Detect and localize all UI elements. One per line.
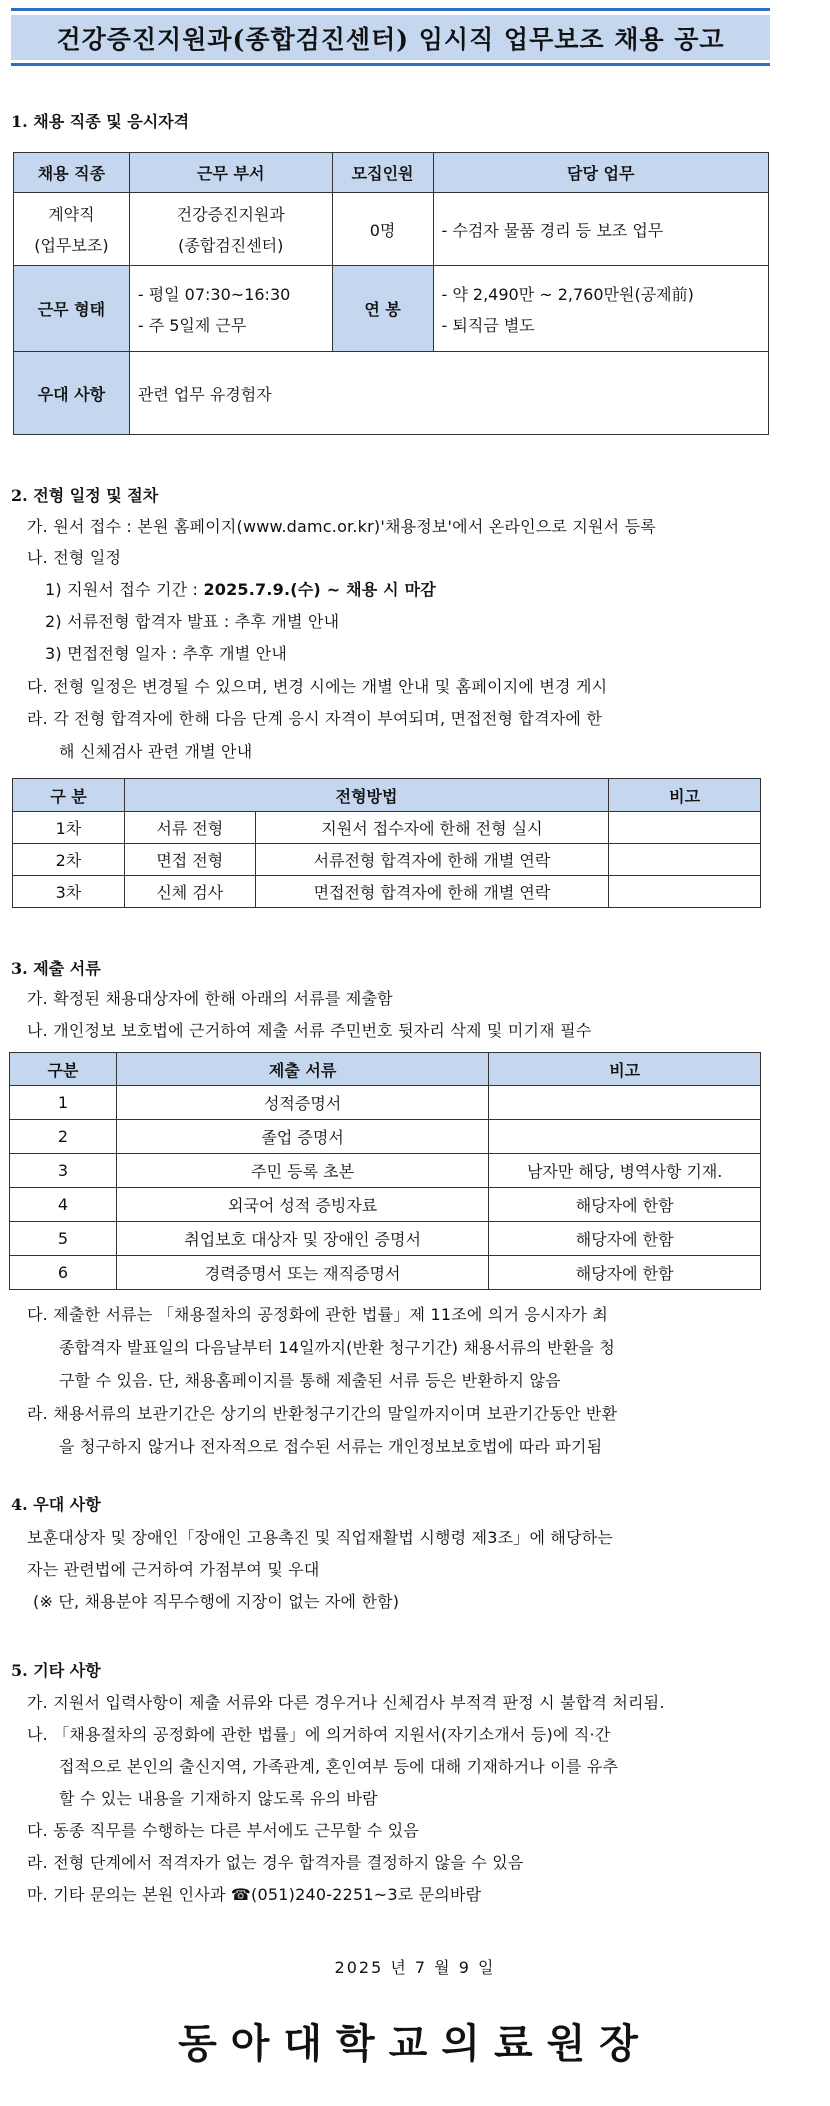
table-row (10, 1086, 761, 1120)
s2-schedule-2: 2) 서류전형 합격자 발표 : 추후 개별 안내 (45, 612, 340, 631)
table-row (10, 1120, 761, 1154)
doc-note-cell (489, 1086, 761, 1120)
s5-item-na-1: 나. 「채용절차의 공정화에 관한 법률」에 의거하여 지원서(자기소개서 등)에 직·간 (27, 1725, 611, 1744)
s4-line-1: 보훈대상자 및 장애인「장애인 고용촉진 및 직업재활법 시행령 제3조」에 해당하는 (27, 1528, 614, 1547)
s2-schedule-3: 3) 면접전형 일자 : 추후 개별 안내 (45, 644, 288, 663)
s5-item-na-3: 할 수 있는 내용을 기재하지 않도록 유의 바람 (59, 1789, 378, 1808)
selection-header-round: 구 분 (13, 779, 125, 812)
section-5-heading: 5. 기타 사항 (11, 1661, 101, 1680)
salary-line2: - 퇴직금 별도 (441, 315, 535, 335)
s2-schedule-1 (45, 577, 436, 600)
job-type-line1: 계약직 (48, 205, 95, 224)
s3-item-ra-1: 라. 채용서류의 보관기간은 상기의 반환청구기간의 말일까지이며 보관기간동안 반환 (27, 1404, 618, 1423)
s5-item-da: 다. 동종 직무를 수행하는 다른 부서에도 근무할 수 있음 (27, 1821, 420, 1840)
work-type-line2: - 주 5일제 근무 (137, 315, 247, 335)
salary-line1: - 약 2,490만 ~ 2,760만원(공제前) (441, 284, 694, 304)
documents-table (9, 1052, 761, 1290)
desc-cell: 서류전형 합격자에 한해 개별 연락 (255, 844, 609, 876)
note-cell (609, 876, 761, 908)
s3-item-da-2: 종합격자 발표일의 다음날부터 14일까지(반환 청구기간) 채용서류의 반환을 청 (59, 1338, 615, 1357)
selection-table (12, 778, 761, 908)
doc-no-cell: 1 (10, 1086, 117, 1120)
preference-value: 관련 업무 유경험자 (129, 352, 768, 435)
doc-note-cell (489, 1120, 761, 1154)
doc-no-cell: 5 (10, 1222, 117, 1256)
announcement-date: 2025 년 7 월 9 일 (334, 1958, 496, 1977)
doc-no-cell: 3 (10, 1154, 117, 1188)
page-title: 건강증진지원과(종합검진센터) 임시직 업무보조 채용 공고 (56, 24, 725, 54)
note-cell (609, 844, 761, 876)
doc-name-cell: 경력증명서 또는 재직증명서 (116, 1256, 488, 1290)
s4-line-3: (※ 단, 채용분야 직무수행에 지장이 없는 자에 한함) (33, 1592, 400, 1611)
s2-schedule-1-label: 1) 지원서 접수 기간 : (45, 580, 204, 599)
header-duty: 담당 업무 (433, 153, 769, 193)
table-row (10, 1256, 761, 1290)
type-cell: 서류 전형 (124, 812, 255, 844)
job-type-cell (14, 193, 130, 266)
s2-item-da: 다. 전형 일정은 변경될 수 있으며, 변경 시에는 개별 안내 및 홈페이지에 변경 게시 (27, 677, 608, 696)
title-box (11, 15, 770, 60)
type-cell: 면접 전형 (124, 844, 255, 876)
preference-label: 우대 사항 (14, 352, 130, 435)
department-line2: (종합검진센터) (178, 236, 284, 255)
department-cell (129, 193, 332, 266)
recruitment-header-row (14, 153, 769, 193)
work-type-cell (129, 266, 332, 352)
documents-header-no: 구분 (10, 1053, 117, 1086)
doc-note-cell: 해당자에 한함 (489, 1256, 761, 1290)
table-row (10, 1188, 761, 1222)
duty-cell: - 수검자 물품 경리 등 보조 업무 (433, 193, 769, 266)
recruitment-table (13, 152, 769, 435)
selection-header-method: 전형방법 (124, 779, 608, 812)
header-job-type: 채용 직종 (14, 153, 130, 193)
doc-name-cell: 취업보호 대상자 및 장애인 증명서 (116, 1222, 488, 1256)
s3-item-da-1: 다. 제출한 서류는 「채용절차의 공정화에 관한 법률」제 11조에 의거 응시자가 최 (27, 1305, 608, 1324)
section-2-heading: 2. 전형 일정 및 절차 (11, 486, 159, 505)
documents-header-doc: 제출 서류 (116, 1053, 488, 1086)
s4-line-2: 자는 관련법에 근거하여 가점부여 및 우대 (27, 1560, 320, 1579)
issuer-name: 동아대학교의료원장 (178, 2020, 652, 2067)
doc-note-cell: 해당자에 한함 (489, 1222, 761, 1256)
headcount-cell: 0명 (332, 193, 433, 266)
department-line1: 건강증진지원과 (176, 205, 285, 224)
doc-note-cell: 남자만 해당, 병역사항 기재. (489, 1154, 761, 1188)
doc-name-cell: 외국어 성적 증빙자료 (116, 1188, 488, 1222)
doc-no-cell: 4 (10, 1188, 117, 1222)
job-type-line2: (업무보조) (34, 236, 109, 255)
s5-item-ga: 가. 지원서 입력사항이 제출 서류와 다른 경우거나 신체검사 부적격 판정 시 불합격 처리됨. (27, 1693, 665, 1712)
table-row (10, 1222, 761, 1256)
section-1-heading: 1. 채용 직종 및 응시자격 (11, 112, 190, 131)
doc-no-cell: 2 (10, 1120, 117, 1154)
s3-item-da-3: 구할 수 있음. 단, 채용홈페이지를 통해 제출된 서류 등은 반환하지 않음 (59, 1371, 561, 1390)
round-cell: 3차 (13, 876, 125, 908)
s3-item-na: 나. 개인정보 보호법에 근거하여 제출 서류 주민번호 뒷자리 삭제 및 미기재 필수 (27, 1021, 592, 1040)
title-top-rule (11, 8, 770, 11)
table-row (13, 844, 761, 876)
selection-header-note: 비고 (609, 779, 761, 812)
doc-name-cell: 성적증명서 (116, 1086, 488, 1120)
work-type-line1: - 평일 07:30~16:30 (137, 284, 291, 304)
documents-header-note: 비고 (489, 1053, 761, 1086)
doc-note-cell: 해당자에 한함 (489, 1188, 761, 1222)
selection-header-row (13, 779, 761, 812)
s2-item-ga: 가. 원서 접수 : 본원 홈페이지(www.damc.or.kr)'채용정보'에서 온라인으로 지원서 등록 (27, 517, 656, 536)
documents-header-row (10, 1053, 761, 1086)
s3-item-ra-2: 을 청구하지 않거나 전자적으로 접수된 서류는 개인정보보호법에 따라 파기됨 (59, 1437, 603, 1456)
note-cell (609, 812, 761, 844)
header-headcount: 모집인원 (332, 153, 433, 193)
work-type-label: 근무 형태 (14, 266, 130, 352)
s2-item-ra-1: 라. 각 전형 합격자에 한해 다음 단계 응시 자격이 부여되며, 면접전형 합격자에 한 (27, 709, 602, 728)
title-bottom-rule (11, 63, 770, 66)
section-4-heading: 4. 우대 사항 (11, 1495, 101, 1514)
title-banner (11, 8, 770, 66)
s2-item-na: 나. 전형 일정 (27, 548, 122, 567)
doc-name-cell: 졸업 증명서 (116, 1120, 488, 1154)
doc-name-cell: 주민 등록 초본 (116, 1154, 488, 1188)
s5-item-ra: 라. 전형 단계에서 적격자가 없는 경우 합격자를 결정하지 않을 수 있음 (27, 1853, 524, 1872)
salary-label: 연 봉 (332, 266, 433, 352)
header-department: 근무 부서 (129, 153, 332, 193)
round-cell: 2차 (13, 844, 125, 876)
desc-cell: 면접전형 합격자에 한해 개별 연락 (255, 876, 609, 908)
s5-item-ma: 마. 기타 문의는 본원 인사과 ☎(051)240-2251~3로 문의바람 (27, 1885, 482, 1904)
doc-no-cell: 6 (10, 1256, 117, 1290)
desc-cell: 지원서 접수자에 한해 전형 실시 (255, 812, 609, 844)
table-row (13, 876, 761, 908)
recruitment-row (14, 193, 769, 266)
s2-item-ra-2: 해 신체검사 관련 개별 안내 (59, 742, 253, 761)
preference-row (14, 352, 769, 435)
salary-cell (433, 266, 769, 352)
section-3-heading: 3. 제출 서류 (11, 959, 101, 978)
s2-schedule-1-period: 2025.7.9.(수) ~ 채용 시 마감 (203, 580, 436, 599)
type-cell: 신체 검사 (124, 876, 255, 908)
work-salary-row (14, 266, 769, 352)
table-row (13, 812, 761, 844)
round-cell: 1차 (13, 812, 125, 844)
s3-item-ga: 가. 확정된 채용대상자에 한해 아래의 서류를 제출함 (27, 989, 393, 1008)
s5-item-na-2: 접적으로 본인의 출신지역, 가족관계, 혼인여부 등에 대해 기재하거나 이를 유추 (59, 1757, 619, 1776)
table-row (10, 1154, 761, 1188)
